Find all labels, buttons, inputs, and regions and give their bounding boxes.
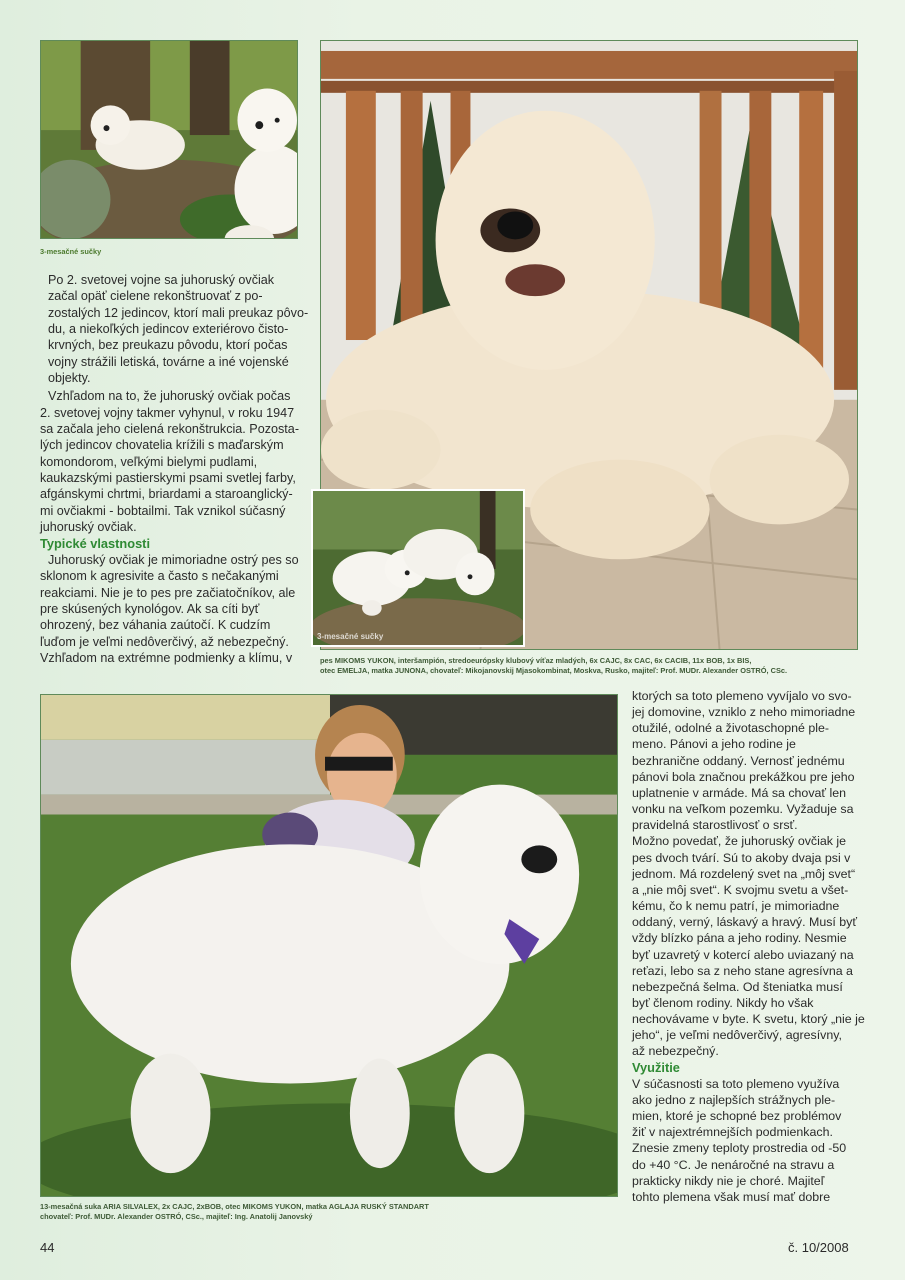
text-line: ľuďom je veľmi nedôverčivý, až nebezpečný.: [40, 634, 289, 649]
page-number: 44: [40, 1240, 55, 1255]
text-line: Znesie zmeny teploty prostredia od -50: [632, 1141, 847, 1156]
text-line: nechovávame v byte. K svetu, ktorý „nie je: [632, 1012, 865, 1027]
text-line: ako jedno z najlepších strážnych ple-: [632, 1092, 836, 1107]
text-line: byť uzavretý v kotercí alebo uviazaný na: [632, 947, 854, 962]
text-line: V súčasnosti sa toto plemeno využíva: [632, 1076, 840, 1091]
text-line: meno. Pánovi a jeho rodine je: [632, 737, 796, 752]
text-line: nebezpečná šelma. Od šteniatka musí: [632, 979, 843, 994]
text-line: do +40 °C. Je nenáročné na stravu a: [632, 1157, 835, 1172]
text-line: vždy blízko pána a jeho rodiny. Nesmie: [632, 931, 847, 946]
text-line: sklonom k agresivite a často s nečakanými: [40, 569, 279, 584]
right-text-column: [632, 688, 865, 1205]
text-line: mi ovčiakmi - bobtailmi. Tak vznikol súčasný: [40, 503, 286, 518]
text-line: žiť v najextrémnejších podmienkach.: [632, 1125, 833, 1140]
text-line: jej domovine, vzniklo z neho mimoriadne: [632, 705, 856, 720]
text-line: Vzhľadom na extrémne podmienky a klímu, v: [40, 650, 293, 665]
paragraph-two-faces: [632, 833, 865, 1059]
text-line: reťazi, lebo sa z neho stane agresívna a: [632, 963, 853, 978]
heading-usage: Využitie: [632, 1059, 680, 1075]
text-line: Vzhľadom na to, že juhoruský ovčiak počas: [48, 389, 291, 404]
paragraph-usage: [632, 1076, 856, 1205]
left-text-column: [40, 272, 309, 666]
text-line: kému, čo k nemu patrí, je mimoriadne: [632, 899, 840, 914]
text-line: otužilé, odolné a životaschopné ple-: [632, 721, 830, 736]
text-line: lých jedincov chovatelia krížili s maďarským: [40, 438, 284, 453]
text-line: zostalých 12 jedincov, ktorí mali preukaz pôvo-: [48, 305, 309, 320]
text-line: byť členom rodiny. Nikdy ho však: [632, 995, 814, 1010]
text-line: pánovi bola značnou prekážkou pre jeho: [632, 769, 855, 784]
text-line: afgánskymi chrtmi, briardami a staroanglický-: [40, 487, 293, 502]
text-line: Možno povedať, že juhoruský ovčiak je: [632, 834, 847, 849]
photo-woman-with-dog: [40, 694, 618, 1197]
text-line: uplatnenie v armáde. Má sa chovať len: [632, 785, 847, 800]
text-line: pre skúsených kynológov. Ak sa cíti byť: [40, 601, 260, 616]
paragraph-traits: [40, 552, 298, 666]
text-line: mien, ktoré je schopné bez problémov: [632, 1109, 842, 1124]
text-line: začal opäť cielene rekonštruovať z po-: [48, 289, 263, 304]
text-line: Po 2. svetovej vojne sa juhoruský ovčiak: [48, 273, 275, 287]
heading-typical-traits: Typické vlastnosti: [40, 535, 150, 551]
caption-bottom-line-2: chovateľ: Prof. MUDr. Alexander OSTRÓ, CSc., majiteľ: Ing. Anatolij Janovský: [40, 1212, 313, 1221]
text-line: oddaný, verný, láskavý a hravý. Musí byť: [632, 915, 858, 930]
caption-main-dog: [320, 656, 787, 676]
photo-inset-puppies: [311, 489, 525, 647]
text-line: komondorom, veľkými bielymi pudlami,: [40, 454, 258, 469]
caption-bottom-line-1: 13-mesačná suka ARIA SILVALEX, 2x CAJC, 2xBOB, otec MIKOMS YUKON, matka AGLAJA RUSKÝ STANDART: [40, 1202, 429, 1211]
text-line: ohrozený, bez váhania zaútočí. K cudzím: [40, 618, 271, 633]
caption-main-dog-line-2: otec EMELJA, matka JUNONA, chovateľ: Mikojanovskij Mjasokombinat, Moskva, Rusko, majiteľ: Prof. MUDr. Alexander OSTRÓ, CSc.: [320, 666, 788, 675]
text-line: a „nie môj svet“. K svojmu svetu a všet-: [632, 882, 849, 897]
text-line: krvných, bez preukazu pôvodu, ktorí počas: [48, 338, 288, 353]
caption-woman-with-dog: [40, 1202, 429, 1222]
caption-main-dog-line-1: pes MIKOMS YUKON, interšampión, stredoeurópsky klubový víťaz mladých, 6x CAJC, 8x CAC, 6x CACIB, 11x BOB, 1x BIS,: [320, 656, 752, 665]
paragraph-homeland: [632, 688, 856, 833]
text-line: prakticky nikdy nie je choré. Majiteľ: [632, 1173, 825, 1188]
text-line: Juhoruský ovčiak je mimoriadne ostrý pes so: [48, 552, 299, 567]
issue-number: č. 10/2008: [788, 1240, 849, 1255]
text-line: jednom. Má rozdelený svet na „môj svet“: [632, 866, 856, 881]
text-line: bezhranične oddaný. Vernosť jednému: [632, 753, 845, 768]
paragraph-reconstruction: [40, 388, 298, 535]
text-line: 2. svetovej vojny takmer vyhynul, v roku 1947: [40, 405, 295, 420]
text-line: ktorých sa toto plemeno vyvíjalo vo svo-: [632, 689, 852, 703]
text-line: reakciami. Nie je to pes pre začiatočníkov, ale: [40, 585, 296, 600]
caption-puppies-top: 3-mesačné sučky: [40, 247, 102, 256]
paragraph-postwar: [40, 272, 309, 386]
text-line: kaukazskými pastierskymi psami svetlej farby,: [40, 471, 296, 486]
text-line: juhoruský ovčiak.: [40, 520, 137, 535]
inset-photo-label: 3-mesačné sučky: [317, 632, 384, 641]
text-line: pravidelná starostlivosť o srsť.: [632, 818, 798, 833]
text-line: sa začala jeho cielená rekonštrukcia. Pozosta-: [40, 422, 300, 437]
text-line: objekty.: [48, 371, 91, 386]
text-line: až nebezpečný.: [632, 1044, 719, 1059]
text-line: tohto plemena však musí mať dobre: [632, 1189, 831, 1204]
photo-puppies-top: [40, 40, 298, 239]
text-line: vojny strážili letiská, továrne a iné vojenské: [48, 354, 289, 369]
text-line: du, a niekoľkých jedincov exteriérovo čisto-: [48, 322, 289, 337]
text-line: vonku na veľkom pozemku. Vyžaduje sa: [632, 802, 854, 817]
text-line: pes dvoch tvárí. Sú to akoby dvaja psi v: [632, 850, 851, 865]
text-line: jeho“, je veľmi nedôverčivý, agresívny,: [632, 1028, 842, 1043]
